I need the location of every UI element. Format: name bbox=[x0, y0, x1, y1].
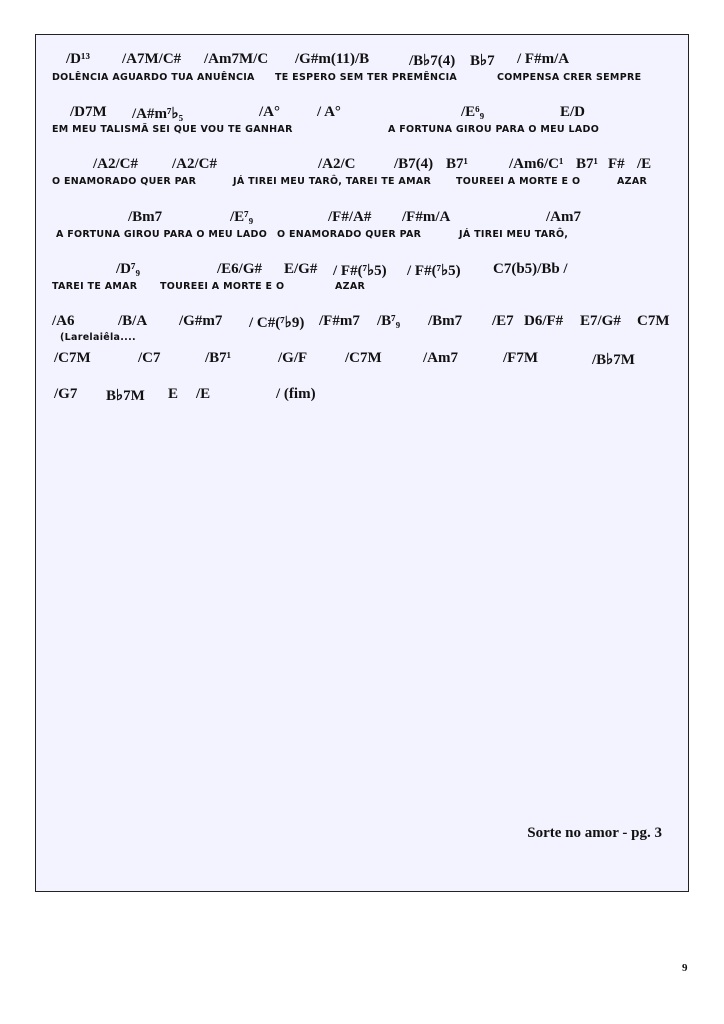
lyric-line: (Larelaiêla.... bbox=[60, 332, 136, 343]
chord: /D⁷₉ bbox=[116, 261, 140, 277]
chord: /B7¹ bbox=[205, 350, 232, 366]
lyric-line: COMPENSA CRER SEMPRE bbox=[497, 72, 642, 83]
chord: /C7M bbox=[54, 350, 91, 366]
chord: /E7 bbox=[492, 313, 514, 329]
chord: /F7M bbox=[503, 350, 538, 366]
chord: /B⁷₉ bbox=[377, 313, 401, 329]
chord: F# bbox=[608, 156, 625, 172]
lyric-line: JÁ TIREI MEU TARÔ, bbox=[459, 229, 569, 240]
chord: /Am7 bbox=[423, 350, 458, 366]
chord: / C#(⁷♭9) bbox=[249, 315, 305, 331]
chord: /B7(4) bbox=[394, 156, 434, 172]
chord: B♭7M bbox=[106, 388, 145, 404]
lyric-line: O ENAMORADO QUER PAR bbox=[52, 176, 197, 187]
lyric-line: DOLÊNCIA AGUARDO TUA ANUÊNCIA bbox=[52, 72, 255, 83]
chord: /A#m⁷♭₅ bbox=[132, 106, 184, 122]
chord: E7/G# bbox=[580, 313, 621, 329]
chord: / F#m/A bbox=[517, 51, 570, 67]
chord: /B♭7(4) bbox=[409, 53, 456, 69]
chord: / A° bbox=[317, 104, 341, 120]
chord: /A2/C bbox=[318, 156, 356, 172]
chord: B♭7 bbox=[470, 53, 495, 69]
chord: /F#m7 bbox=[319, 313, 360, 329]
chord: D6/F# bbox=[524, 313, 564, 329]
chord: /D7M bbox=[70, 104, 107, 120]
lyric-line: AZAR bbox=[335, 281, 366, 292]
chord: /G#m7 bbox=[179, 313, 223, 329]
chord: /F#/A# bbox=[328, 209, 372, 225]
chord: /F#m/A bbox=[402, 209, 451, 225]
chord: /Am7 bbox=[546, 209, 581, 225]
chord: /Am7M/C bbox=[204, 51, 269, 67]
chord: C7M bbox=[637, 313, 670, 329]
chord: B7¹ bbox=[446, 156, 469, 172]
chord: /Bm7 bbox=[428, 313, 463, 329]
lyric-line: AZAR bbox=[617, 176, 648, 187]
lyric-line: O ENAMORADO QUER PAR bbox=[277, 229, 422, 240]
chord: E/D bbox=[560, 104, 586, 120]
lyric-line: TAREI TE AMAR bbox=[52, 281, 138, 292]
chord: /C7M bbox=[345, 350, 382, 366]
chord: /G7 bbox=[54, 386, 78, 402]
chord: /E bbox=[637, 156, 652, 172]
chord: / F#(⁷♭5) bbox=[333, 263, 387, 279]
lyric-line: JÁ TIREI MEU TARÔ, TAREI TE AMAR bbox=[233, 176, 432, 187]
lyric-line: A FORTUNA GIROU PARA O MEU LADO bbox=[388, 124, 600, 135]
chord: /G/F bbox=[278, 350, 308, 366]
chord: /E6/G# bbox=[217, 261, 263, 277]
chord: / (fim) bbox=[276, 386, 316, 402]
page-footer-title: Sorte no amor - pg. 3 bbox=[527, 825, 662, 841]
chord: /B♭7M bbox=[592, 352, 635, 368]
chord: /Am6/C¹ bbox=[509, 156, 564, 172]
chord: /A7M/C# bbox=[122, 51, 182, 67]
lyric-line: EM MEU TALISMÃ SEI QUE VOU TE GANHAR bbox=[52, 124, 293, 135]
page-number: 9 bbox=[682, 962, 688, 974]
chord: E/G# bbox=[284, 261, 318, 277]
chord: E bbox=[168, 386, 179, 402]
chord: /E⁶₉ bbox=[461, 104, 485, 120]
chord: /A° bbox=[259, 104, 280, 120]
lyric-line: TOUREEI A MORTE E O bbox=[160, 281, 285, 292]
chord: /A2/C# bbox=[172, 156, 217, 172]
chord: / F#(⁷♭5) bbox=[407, 263, 461, 279]
chord: B7¹ bbox=[576, 156, 599, 172]
chord: /A2/C# bbox=[93, 156, 138, 172]
chord: /A6 bbox=[52, 313, 75, 329]
chord: /Bm7 bbox=[128, 209, 163, 225]
chord: /E bbox=[196, 386, 211, 402]
lyric-line: TE ESPERO SEM TER PREMÊNCIA bbox=[275, 72, 458, 83]
chord: C7(b5)/Bb / bbox=[493, 261, 568, 277]
chord: /B/A bbox=[118, 313, 148, 329]
chord-sheet-page bbox=[35, 34, 689, 892]
lyric-line: TOUREEI A MORTE E O bbox=[456, 176, 581, 187]
chord: /G#m(11)/B bbox=[295, 51, 370, 67]
lyric-line: A FORTUNA GIROU PARA O MEU LADO bbox=[56, 229, 268, 240]
chord: /E⁷₉ bbox=[230, 209, 254, 225]
chord: /D¹³ bbox=[66, 51, 90, 67]
chord: /C7 bbox=[138, 350, 161, 366]
